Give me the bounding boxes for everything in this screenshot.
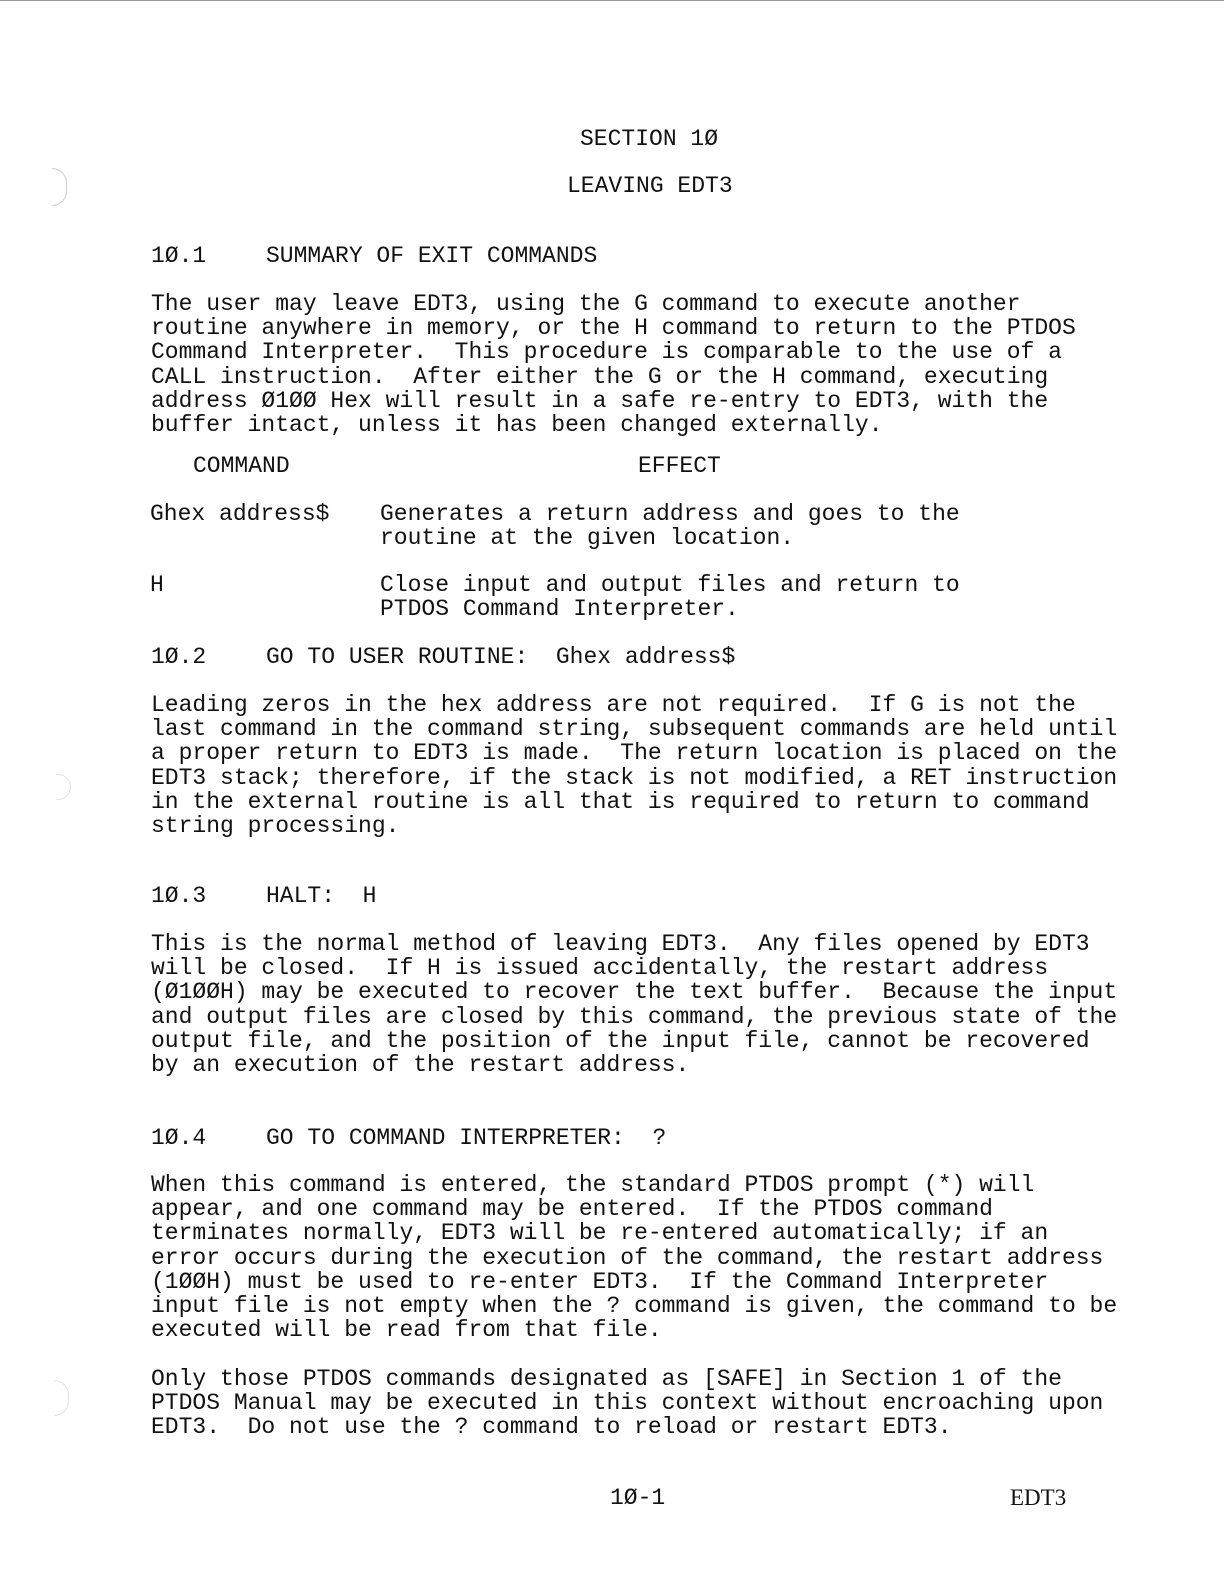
section-number-heading: SECTION 1Ø	[580, 126, 719, 152]
footer-document-name: EDT3	[1010, 1485, 1067, 1510]
page-title: LEAVING EDT3	[567, 173, 733, 199]
table-header-effect: EFFECT	[638, 453, 721, 479]
binder-hole-mark-top	[52, 168, 67, 206]
footer-page-number: 1Ø-1	[610, 1485, 666, 1511]
paragraph-10-4-safe-commands: Only those PTDOS commands designated as [SAFE] in Section 1 of the PTDOS Manual may be executed in this context without encroaching upon EDT3. Do not use the ? command to reload or restart EDT3.	[151, 1366, 1104, 1441]
table-row-2-command: H	[150, 572, 164, 598]
heading-10-1-title: SUMMARY OF EXIT COMMANDS	[266, 243, 598, 269]
table-row-1-effect: Generates a return address and goes to the routine at the given location.	[380, 501, 960, 552]
paragraph-10-1: The user may leave EDT3, using the G command to execute another routine anywhere in memory, or the H command to return to the PTDOS Command Interpreter. This procedure is comparable to the use of a CALL instruction. After either the G or the H command, executing address Ø1ØØ Hex will result in a safe re-entry to EDT3, with the buffer intact, unless it has been changed externally.	[151, 291, 1076, 439]
heading-10-4-number: 1Ø.4	[151, 1125, 207, 1151]
paragraph-10-4: When this command is entered, the standard PTDOS prompt (*) will appear, and one command may be entered. If the PTDOS command terminates normally, EDT3 will be re-entered automatically; if an error occurs during the execution of the command, the restart address (1ØØH) must be used to re-enter EDT3. If the Command Interpreter input file is not empty when the ? command is given, the command to be executed will be read from that file.	[151, 1172, 1118, 1344]
heading-10-4-title: GO TO COMMAND INTERPRETER: ?	[266, 1125, 667, 1151]
page-top-border	[0, 0, 1224, 1]
heading-10-3-number: 1Ø.3	[151, 883, 207, 909]
heading-10-1-number: 1Ø.1	[151, 243, 207, 269]
binder-hole-mark-bottom	[54, 1380, 69, 1416]
heading-10-2-title: GO TO USER ROUTINE: Ghex address$	[266, 644, 736, 670]
table-row-2-effect: Close input and output files and return to PTDOS Command Interpreter.	[380, 572, 960, 623]
binder-hole-mark-middle	[56, 774, 71, 800]
table-header-command: COMMAND	[193, 453, 290, 479]
paragraph-10-3: This is the normal method of leaving EDT3. Any files opened by EDT3 will be closed. If H is issued accidentally, the restart address (Ø1ØØH) may be executed to recover the text buffer. Because the input and output files are closed by this command, the previous state of the output file, and the position of the input file, cannot be recovered by an execution of the restart address.	[151, 931, 1118, 1079]
table-row-1-command: Ghex address$	[150, 501, 330, 527]
paragraph-10-2: Leading zeros in the hex address are not required. If G is not the last command in the command string, subsequent commands are held until a proper return to EDT3 is made. The return location is placed on the EDT3 stack; therefore, if the stack is not modified, a RET instruction in the external routine is all that is required to return to command string processing.	[151, 692, 1118, 840]
heading-10-2-number: 1Ø.2	[151, 644, 207, 670]
heading-10-3-title: HALT: H	[266, 883, 377, 909]
